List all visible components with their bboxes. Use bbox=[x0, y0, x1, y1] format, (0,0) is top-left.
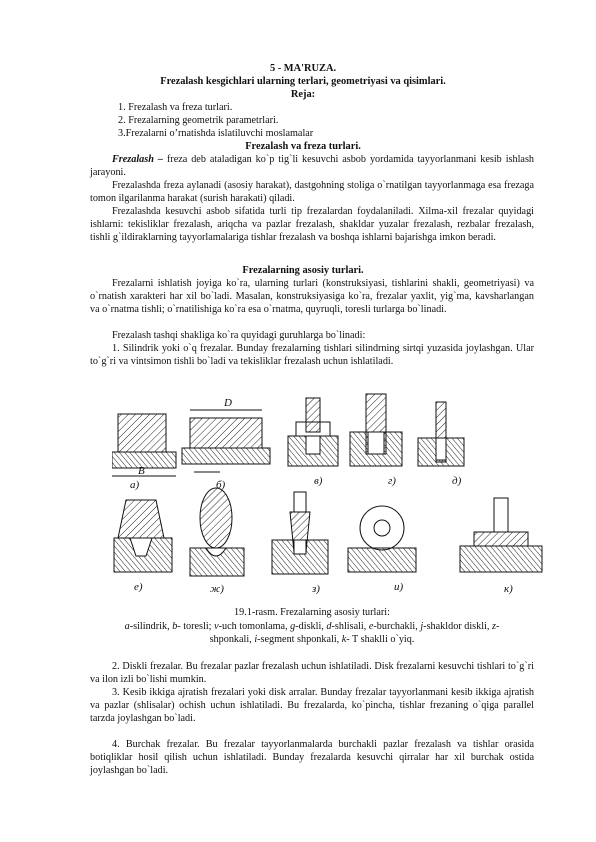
paragraph-tools bbox=[90, 205, 534, 245]
cutter-b-face bbox=[182, 410, 270, 472]
cap-z-text: - bbox=[495, 621, 500, 632]
paragraph-definition bbox=[90, 153, 534, 179]
cap-k: k bbox=[341, 634, 347, 646]
cutter-z-keyseat bbox=[272, 492, 328, 574]
dim-d: D bbox=[224, 397, 232, 409]
cap-e: e bbox=[368, 621, 374, 632]
dim-b-a: B bbox=[138, 465, 145, 477]
paragraph-cylindrical-text: 1. Silindrik yoki o`q frezalar. Bunday frezalarning tishlari silindrning sirtqi yuzasida joylashgan. Ular to`g`ri va vintsimon tishli bo`ladi va tekisliklar frezalash uchun ishlatiladi. bbox=[90, 343, 534, 368]
paragraph-saws-text: 3. Kesib ikkiga ajratish frezalari yoki disk arralar. Bunday frezalar tayyorlanmani kesib ikkiga ajratish va pazlar (shlisalar) ochish uchun ishlatiladi. Bu frezalarda, ko`pincha, tishlar frezaning o`qiga parallel tarzda joylashgan bo`ladi. bbox=[90, 687, 534, 725]
cap-e-text: -burchakli, bbox=[373, 621, 421, 632]
cutter-d-spline bbox=[418, 402, 464, 466]
section-heading-1: Frezalash va freza turlari. bbox=[245, 141, 361, 152]
cap-g-text: -diskli, bbox=[295, 621, 327, 632]
paragraph-tools-text: Frezalashda kesuvchi asbob sifatida turli tip frezalardan foydalaniladi. Xilma-xil frezalar quyidagi ishlarni: tekisliklar frezalash, ariqcha va pazlar frezalash, shakldar yuzalar frezalash, rezbalar frezalash, tishli g`ildiraklarning tayyorlamalariga tishlar frezalash va boshqa ishlarni bajarishga imkon beradi. bbox=[90, 206, 534, 244]
cap-z: z bbox=[491, 621, 496, 632]
cutter-e-angular bbox=[114, 500, 172, 572]
plan-title: Reja: bbox=[290, 89, 316, 100]
paragraph-angular-text: 4. Burchak frezalar. Bu frezalar tayyorlanmalarda burchakli pazlar frezalash va tishlar orasida botiqliklar hosil qilish uchun ishlatiladi. Bunday frezalarda kesuvchi qirralar har xil burchak ostida joylashgan bo`ladi. bbox=[90, 739, 534, 777]
definition-text: freza deb ataladigan ko`p tig`li kesuvchi asbob yordamida tayyorlanmani kesib ishlash jarayoni. bbox=[90, 154, 535, 179]
label-g: г) bbox=[388, 475, 396, 487]
paragraph-groups-text: Frezalash tashqi shakliga ko`ra quyidagi guruhlarga bo`linadi: bbox=[112, 330, 366, 341]
label-i: и) bbox=[394, 581, 404, 593]
cutter-i-segment bbox=[348, 506, 416, 572]
paragraph-motion-text: Frezalashda freza aylanadi (asosiy harakat), dastgohning stoliga o`rnatilgan tayyorlanmaga esa frezaga tomon ilgarilanma harakat (surish harakati) qiladi. bbox=[90, 180, 534, 205]
paragraph-types-text: Frezalarni ishlatish joyiga ko`ra, ularning turlari (konstruksiyasi, tishlarini shakli, geometriyasi) va o`rnatish xarakteri har xil bo`ladi. Masalan, konstruksiyasiga ko`ra, frezalar yaxlit, yig`ma, kavsharlangan va o`rnatma tishli; o`rnatilishiga ko`ra esa o`rnatma, quyruqli, toresli turlarga bo`linadi. bbox=[90, 278, 534, 316]
paragraph-motion bbox=[90, 179, 534, 205]
cutter-v-three-sided bbox=[288, 398, 338, 466]
cutter-k-tslot bbox=[460, 498, 542, 572]
label-d: д) bbox=[452, 475, 462, 487]
plan-item-1: 1. Frezalash va freza turlari. bbox=[118, 102, 233, 113]
paragraph-saws bbox=[90, 686, 534, 726]
milling-cutters-figure bbox=[112, 388, 548, 603]
cap-j-text: -shakldor diskli, bbox=[423, 621, 492, 632]
cap-j: j bbox=[420, 621, 424, 632]
cap-g: g bbox=[290, 621, 296, 632]
cap-i: i bbox=[254, 634, 258, 646]
paragraph-disk-text: 2. Diskli frezalar. Bu frezalar pazlar frezalash uchun ishlatiladi. Disk frezalarni kesuvchi tishlari to`g`ri va ilon izli bo`lishi mumkin. bbox=[90, 661, 534, 686]
label-z: з) bbox=[312, 583, 320, 595]
lecture-title: Frezalash kesgichlari ularning terlari, geometriyasi va qisimlari. bbox=[160, 76, 446, 87]
cap-d: d bbox=[326, 621, 332, 632]
cap-a-text: -silindrik, bbox=[129, 621, 173, 632]
figure-caption-title: 19.1-rasm. Frezalarning asosiy turlari: bbox=[234, 607, 390, 618]
figure-caption-legend bbox=[90, 620, 534, 647]
label-e: е) bbox=[134, 581, 143, 593]
cap-z-text2: shponkali, bbox=[209, 634, 255, 646]
label-j: ж) bbox=[210, 583, 224, 595]
lecture-number: 5 - MA'RUZA. bbox=[269, 63, 337, 74]
cap-a: a bbox=[124, 621, 130, 632]
plan-item-3: 3.Frezalarni o’rnatishda islatiluvchi moslamalar bbox=[118, 128, 314, 139]
cap-k-text: - T shaklli o`yiq. bbox=[346, 634, 415, 646]
cap-v-text: -uch tomonlama, bbox=[218, 621, 291, 632]
paragraph-angular bbox=[90, 738, 534, 778]
plan-item-2: 2. Frezalarning geometrik parametrlari. bbox=[118, 115, 279, 126]
cap-d-text: -shlisali, bbox=[331, 621, 369, 632]
cap-i-text: -segment shponkali, bbox=[257, 634, 342, 646]
cap-b-text: - toresli; bbox=[177, 621, 215, 632]
paragraph-disk bbox=[90, 660, 534, 686]
paragraph-cylindrical bbox=[90, 342, 534, 368]
paragraph-types bbox=[90, 277, 534, 317]
term-frezalash: Frezalash – bbox=[112, 154, 163, 165]
cutter-j-form-disk bbox=[190, 488, 244, 576]
paragraph-groups bbox=[90, 329, 534, 342]
cap-v: v bbox=[214, 621, 219, 632]
label-v: в) bbox=[314, 475, 323, 487]
section-heading-2: Frezalarning asosiy turlari. bbox=[242, 265, 364, 276]
label-b: б) bbox=[216, 479, 226, 491]
label-k: к) bbox=[504, 583, 513, 595]
cutter-g-disk bbox=[350, 394, 402, 466]
cap-b: b bbox=[172, 621, 178, 632]
label-a: а) bbox=[130, 479, 140, 491]
